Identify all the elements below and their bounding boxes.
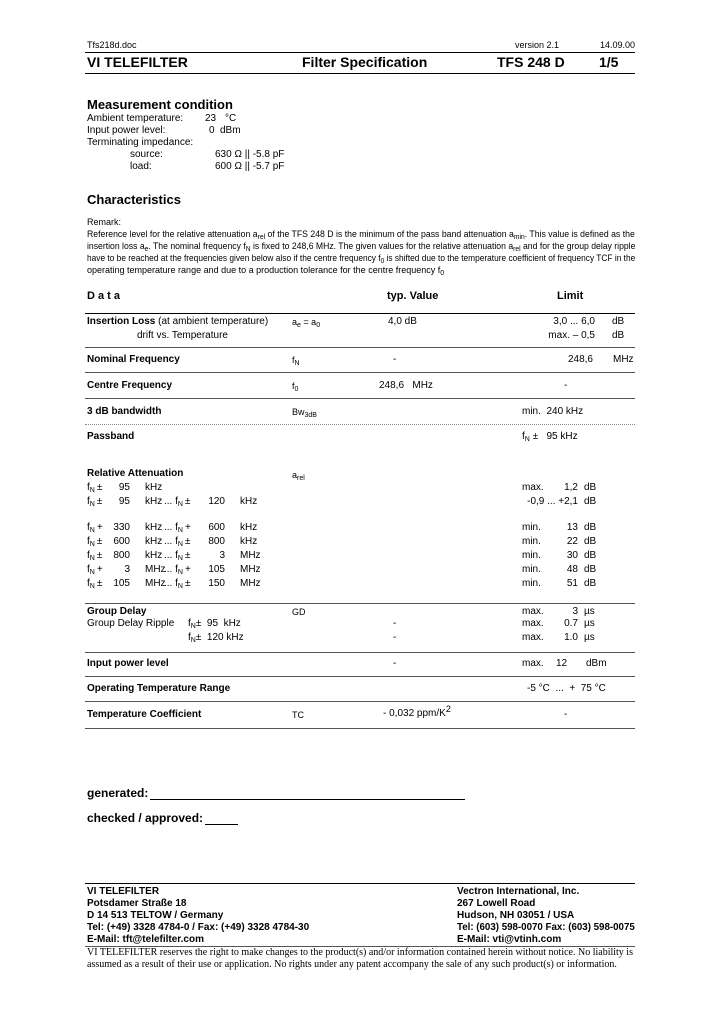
typ-value: - 0,032 ppm/$K^2$	[383, 704, 451, 719]
date: 14.09.00	[600, 40, 636, 50]
footer-left-line: D 14 513 TELTOW / Germany	[87, 910, 224, 921]
rel-att-limit-value: 48	[566, 564, 578, 575]
measure-value: 23	[205, 113, 217, 124]
divider	[85, 652, 635, 653]
limit-unit: dB	[612, 316, 625, 327]
col-header-data: D a t a	[87, 290, 121, 302]
col-header-limit: Limit	[557, 290, 584, 302]
checked-signature-line[interactable]	[205, 824, 238, 825]
divider	[85, 728, 635, 729]
rel-att-limit-prefix: min.	[522, 564, 541, 575]
measure-label: source:	[130, 149, 163, 160]
param-label: 3 dB bandwidth	[87, 406, 162, 417]
remark-label: Remark:	[87, 217, 122, 227]
param-symbol: TC	[292, 710, 304, 720]
rel-att-unit-1: kHz	[145, 536, 163, 547]
rel-att-f-sym-1: $f_N$ +	[87, 564, 103, 576]
disclaimer-line: assumed as a result of their use or application. No rights under any patent accompany the sale of any such product(s) or information.	[87, 959, 617, 970]
rel-att-limit-value: 51	[566, 578, 578, 589]
limit-value: 12	[556, 658, 568, 669]
rel-att-limit-unit: dB	[584, 482, 597, 493]
rel-att-freq-2: 800	[208, 536, 225, 547]
measure-label: Ambient temperature:	[87, 113, 184, 124]
rel-att-f-sym-2: ... $f_N$ +	[164, 564, 191, 576]
typ-value: -	[393, 354, 397, 365]
divider	[85, 424, 635, 425]
footer-right-line: Tel: (603) 598-0070 Fax: (603) 598-0075	[457, 922, 635, 933]
param-label: Temperature Coefficient	[87, 709, 202, 720]
limit-prefix: max.	[522, 606, 544, 617]
divider	[85, 701, 635, 702]
filename: Tfs218d.doc	[87, 40, 137, 50]
remark-line: Reference level for the relative attenuation $a_{rel}$ of the TFS 248 D is the minimum of the pass band attenuation $a_{min}$. This value is defined as the	[87, 229, 635, 241]
rel-att-f-sym-1: $f_N$ ±	[87, 550, 103, 562]
footer-email-left[interactable]: E-Mail: tft@telefilter.com	[87, 934, 204, 945]
rel-att-freq-1: 330	[113, 522, 130, 533]
rel-att-freq-1: 95	[118, 496, 130, 507]
footer-left-line: Tel: (+49) 3328 4784-0 / Fax: (+49) 3328 4784-30	[87, 922, 310, 933]
measure-label: Input power level:	[87, 125, 166, 136]
rel-att-limit-unit: dB	[584, 522, 597, 533]
disclaimer-line: VI TELEFILTER reserves the right to make changes to the product(s) and/or information contained herein without notice. No liability is	[87, 947, 633, 958]
rel-att-limit-value: 22	[566, 536, 578, 547]
rel-att-freq-2: 105	[208, 564, 225, 575]
limit-value: 1.0	[564, 632, 578, 643]
measure-unit: °C	[225, 113, 237, 124]
drift-label: drift vs. Temperature	[137, 330, 228, 341]
param-label: Operating Temperature Range	[87, 683, 231, 694]
rel-att-unit-2: kHz	[240, 536, 258, 547]
ripple-label: Group Delay Ripple	[87, 618, 175, 629]
measure-label: load:	[130, 161, 152, 172]
rel-att-limit-value: 13	[566, 522, 578, 533]
rel-att-unit-2: MHz	[240, 550, 261, 561]
param-label: Insertion Loss	[87, 316, 156, 327]
limit-value: 248,6	[567, 354, 593, 365]
remark-line: have to be reached at the frequencies given below also if the centre frequency $f_0$ is shifted due to the temperature coefficient of frequency TCF in the	[87, 253, 636, 265]
measure-value: 600 Ω || -5.7 pF	[215, 161, 285, 172]
rel-att-limit-value: 30	[566, 550, 578, 561]
rel-att-freq-1: 600	[113, 536, 130, 547]
limit-value: min. 240 kHz	[522, 406, 584, 417]
limit-unit: µs	[584, 606, 595, 617]
rel-att-freq-1: 95	[118, 482, 130, 493]
checked-label: checked / approved:	[87, 811, 204, 825]
footer-divider	[85, 883, 635, 884]
rel-att-limit-prefix: min.	[522, 550, 541, 561]
footer-right-line: Vectron International, Inc.	[457, 886, 580, 897]
rel-att-freq-2: 3	[219, 550, 225, 561]
divider	[85, 398, 635, 399]
divider	[85, 347, 635, 348]
characteristics-heading: Characteristics	[87, 192, 181, 207]
limit-value: -	[564, 380, 568, 391]
param-symbol: $f_N$	[292, 355, 300, 367]
footer-left-line: VI TELEFILTER	[87, 886, 160, 897]
param-label: Input power level	[87, 658, 169, 669]
param-symbol: $a_{rel}$	[292, 470, 305, 482]
rel-att-f-sym-2: ... $f_N$ ±	[164, 550, 191, 562]
rel-att-limit-unit: dB	[584, 550, 597, 561]
divider	[85, 313, 635, 314]
rel-att-unit-1: MHz	[145, 578, 166, 589]
rel-att-freq-2: 120	[208, 496, 225, 507]
typ-value: -	[393, 632, 397, 643]
ripple-cond: $f_N\pm 95$ kHz	[188, 618, 241, 630]
rel-att-f-sym-2: ... $f_N$ ±	[164, 536, 191, 548]
measure-value: 630 Ω || -5.8 pF	[215, 149, 285, 160]
remark-line: insertion loss $a_e$. The nominal frequency $f_N$ is fixed to 248,6 MHz. The given values for the relative attenuation $a_{rel}$ and for the group delay ripple	[87, 241, 636, 253]
rel-att-freq-1: 105	[113, 578, 130, 589]
limit-value: -	[564, 709, 568, 720]
product-code: TFS 248 D	[497, 54, 565, 70]
param-symbol: GD	[292, 607, 306, 617]
version: version 2.1	[515, 40, 560, 50]
rel-att-limit-value: -0,9 ... +2,1	[527, 496, 578, 507]
divider	[85, 603, 635, 604]
rel-att-f-sym-1: $f_N$ ±	[87, 578, 103, 590]
limit-prefix: max.	[522, 618, 544, 629]
rel-att-unit-1: kHz	[145, 550, 163, 561]
rel-att-unit-2: MHz	[240, 564, 261, 575]
rel-att-f-sym-1: $f_N$ ±	[87, 482, 103, 494]
limit-unit: dB	[612, 330, 625, 341]
rel-att-unit-1: kHz	[145, 522, 163, 533]
company-name: VI TELEFILTER	[87, 54, 188, 70]
rel-att-freq-1: 800	[113, 550, 130, 561]
footer-right-line: 267 Lowell Road	[457, 898, 536, 909]
param-label: Group Delay	[87, 606, 147, 617]
limit-value: $f_N \pm 95$ kHz	[522, 431, 578, 443]
rel-att-unit-2: kHz	[240, 496, 258, 507]
rel-att-limit-prefix: min.	[522, 578, 541, 589]
limit-prefix: max.	[522, 658, 544, 669]
param-symbol: $a_e = a_0$	[292, 317, 321, 329]
rel-att-freq-1: 3	[124, 564, 130, 575]
param-label: Relative Attenuation	[87, 468, 184, 479]
divider	[85, 372, 635, 373]
rel-att-limit-prefix: min.	[522, 536, 541, 547]
rel-att-limit-unit: dB	[584, 536, 597, 547]
rel-att-f-sym-1: $f_N$ ±	[87, 496, 103, 508]
rel-att-limit-value: 1,2	[564, 482, 578, 493]
divider	[85, 73, 635, 74]
divider	[85, 676, 635, 677]
rel-att-freq-2: 150	[208, 578, 225, 589]
rel-att-freq-2: 600	[208, 522, 225, 533]
typ-value: 4,0 dB	[388, 316, 417, 327]
footer-right-line: Hudson, NH 03051 / USA	[457, 910, 575, 921]
measure-value: 0	[209, 125, 215, 136]
rel-att-limit-unit: dB	[584, 578, 597, 589]
limit-unit: MHz	[613, 354, 634, 365]
param-note: (at ambient temperature)	[158, 316, 269, 327]
param-label: Passband	[87, 431, 135, 442]
rel-att-f-sym-2: ... $f_N$ +	[164, 522, 191, 534]
rel-att-f-sym-2: ... $f_N$ ±	[164, 578, 191, 590]
typ-value: 248,6 MHz	[379, 380, 433, 391]
limit-value: 3	[572, 606, 578, 617]
page-number: 1/5	[599, 54, 619, 70]
limit-prefix: max.	[522, 632, 544, 643]
rel-att-limit-prefix: min.	[522, 522, 541, 533]
limit-value: 3,0 ... 6,0	[553, 316, 595, 327]
limit-unit: µs	[584, 618, 595, 629]
limit-value: max. – 0,5	[548, 330, 595, 341]
limit-value: 0.7	[564, 618, 578, 629]
rel-att-f-sym-1: $f_N$ ±	[87, 536, 103, 548]
remark-line: operating temperature range and due to a production tolerance for the centre frequency $f_0$	[87, 265, 445, 277]
param-label: Nominal Frequency	[87, 354, 180, 365]
generated-signature-line[interactable]	[150, 799, 465, 800]
measurement-heading: Measurement condition	[87, 97, 233, 112]
rel-att-unit-2: MHz	[240, 578, 261, 589]
rel-att-limit-unit: dB	[584, 496, 597, 507]
limit-value: -5 °C ... + 75 °C	[527, 683, 606, 694]
measure-label: Terminating impedance:	[87, 137, 194, 148]
measure-unit: dBm	[220, 125, 241, 136]
rel-att-unit-1: kHz	[145, 482, 163, 493]
generated-label: generated:	[87, 786, 149, 800]
footer-email-right[interactable]: E-Mail: vti@vtinh.com	[457, 934, 562, 945]
rel-att-f-sym-1: $f_N$ +	[87, 522, 103, 534]
insertion-loss-row	[87, 316, 268, 328]
typ-value: -	[393, 658, 397, 669]
rel-att-limit-prefix: max.	[522, 482, 544, 493]
rel-att-f-sym-2: ... $f_N$ ±	[164, 496, 191, 508]
col-header-typ: typ. Value	[387, 290, 439, 302]
typ-value: -	[393, 618, 397, 629]
rel-att-unit-2: kHz	[240, 522, 258, 533]
param-symbol: $Bw_{3dB}$	[292, 407, 317, 419]
param-symbol: $f_0$	[292, 381, 299, 393]
document-title: Filter Specification	[302, 54, 428, 70]
divider	[85, 52, 635, 53]
footer-left-line: Potsdamer Straße 18	[87, 898, 187, 909]
limit-unit: dBm	[586, 658, 607, 669]
rel-att-unit-1: kHz	[145, 496, 163, 507]
rel-att-limit-unit: dB	[584, 564, 597, 575]
limit-unit: µs	[584, 632, 595, 643]
ripple-cond: $f_N\pm 120$ kHz	[188, 632, 244, 644]
rel-att-unit-1: MHz	[145, 564, 166, 575]
param-label: Centre Frequency	[87, 380, 173, 391]
